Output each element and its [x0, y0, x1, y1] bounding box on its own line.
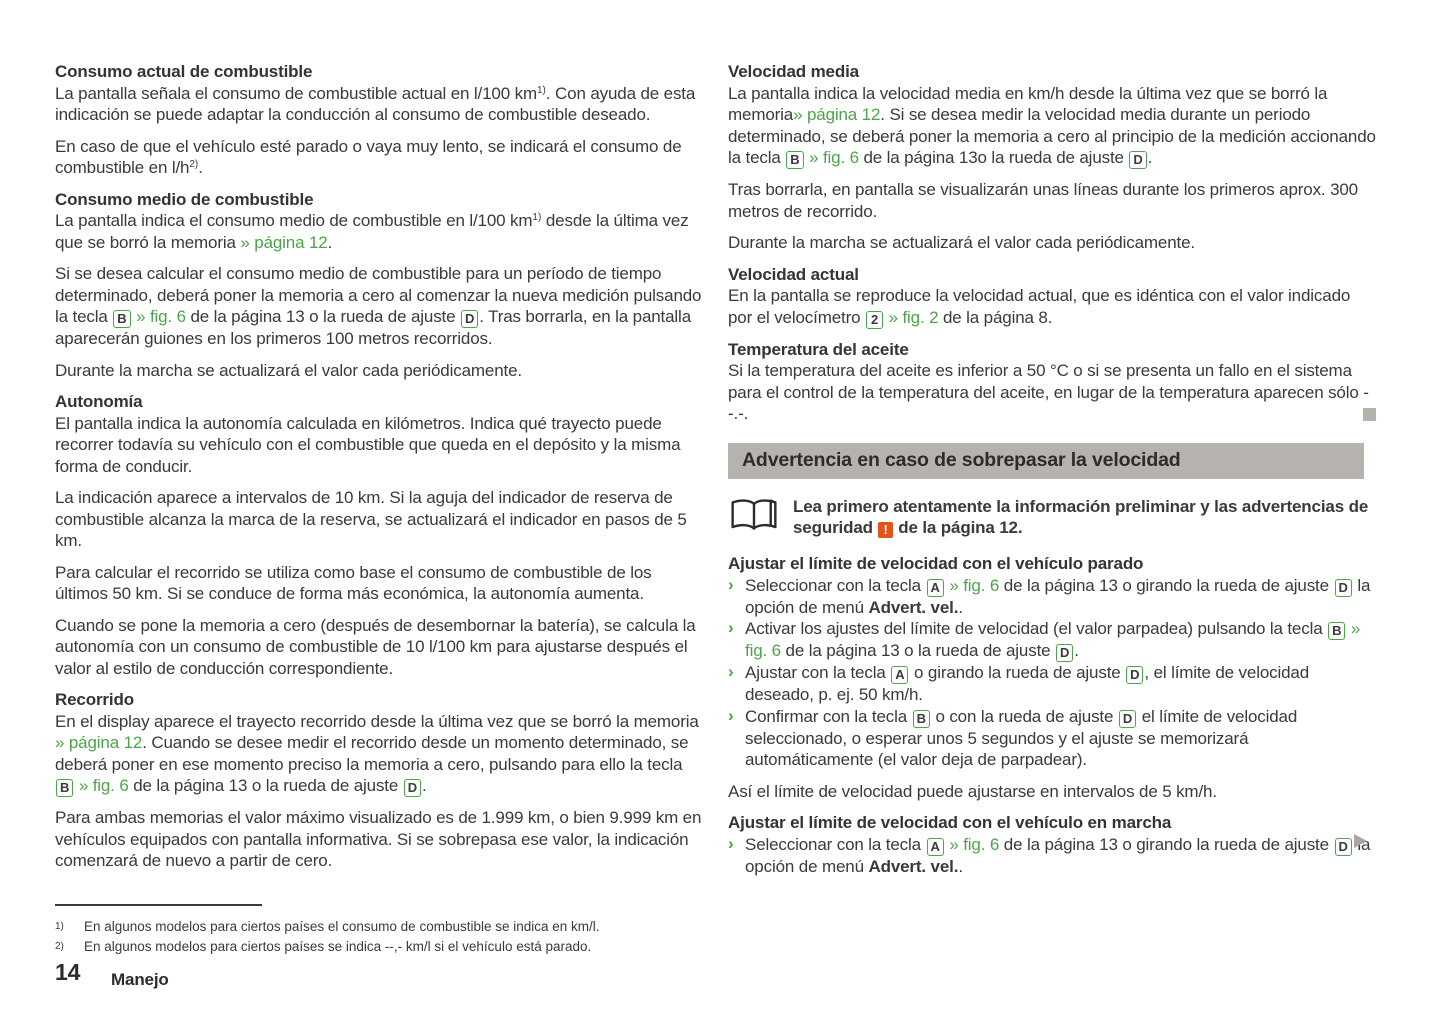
footnote-divider: [55, 904, 262, 906]
text-run: Seleccionar con la tecla: [745, 834, 926, 854]
text-run: de la página 12.: [893, 518, 1023, 537]
text-run: Activar los ajustes del límite de velocidad (el valor parpadea) pulsando la tecla: [745, 619, 1328, 638]
text-run: . Con ayuda de esta indicación se puede adaptar la conducción al consumo de combustible deseado.: [55, 83, 696, 124]
paragraph: [55, 711, 703, 798]
key-badge-2: 2: [866, 311, 883, 329]
note-text: [793, 495, 1376, 539]
paragraph: [55, 263, 703, 350]
key-badge-B: B: [786, 151, 803, 169]
text-run: En la pantalla se reproduce la velocidad actual, que es idéntica con el valor indicado por el velocímetro: [728, 286, 1351, 327]
key-badge-A: A: [891, 666, 908, 684]
text-run: el límite de velocidad seleccionado, o esperar unos 5 segundos y el ajuste se memorizará automáticamente (el valor deja de parpadear).: [745, 706, 1298, 769]
read-first-note: [728, 495, 1376, 540]
page-reference-link[interactable]: » página 12: [240, 232, 328, 252]
text-run: Confirmar con la tecla: [745, 706, 912, 726]
paragraph: [728, 83, 1376, 170]
bullet-icon: ›: [728, 662, 734, 681]
bullet-icon: ›: [728, 705, 734, 725]
key-badge-D: D: [1119, 710, 1136, 728]
section-heading: Temperatura del aceite: [728, 339, 909, 359]
text-run: En el display aparece el trayecto recorrido desde la última vez que se borró la memoria: [55, 711, 699, 731]
text-run: . Tras borrarla, en la pantalla aparecerán guiones en los primeros 100 metros recorridos.: [55, 307, 691, 348]
safety-warning-icon: !: [878, 522, 892, 538]
page-number: 14: [55, 959, 81, 985]
text-run: .: [198, 158, 203, 177]
section-heading: Ajustar el límite de velocidad con el vehículo parado: [728, 554, 1144, 573]
footnote: [55, 917, 703, 937]
text-run: de la página 13 o girando la rueda de ajuste: [999, 575, 1334, 595]
footnote: [55, 937, 703, 957]
figure-reference-link[interactable]: » fig. 6: [949, 575, 1000, 595]
key-badge-D: D: [1129, 151, 1146, 169]
text-run: .: [327, 232, 333, 252]
instruction-list: [728, 834, 1376, 878]
footnote-marker: 2): [55, 940, 64, 952]
text-run: de la página 13 o la rueda de ajuste: [128, 776, 403, 795]
text-run: Lea primero atentamente la información preliminar y las advertencias de seguridad: [793, 496, 1369, 537]
section-heading: Autonomía: [55, 392, 143, 411]
paragraph: [728, 781, 1376, 803]
paragraph: [55, 210, 703, 253]
key-badge-D: D: [461, 310, 478, 328]
figure-reference-link[interactable]: » fig. 6: [949, 834, 1000, 854]
text-run: En caso de que el vehículo esté parado o vaya muy lento, se indicará el consumo de combustible en l/h: [55, 136, 682, 177]
text-run: Si la temperatura del aceite es inferior a 50 °C o si se presenta un fallo en el sistema para el control de la temperatura del aceite, en lugar de la temperatura aparecen sólo - -.-.: [728, 361, 1369, 423]
text-run: Tras borrarla, en pantalla se visualizarán unas líneas durante los primeros aprox. 300 metros de recorrido.: [728, 180, 1358, 221]
text-run: desde la última vez que se borró la memoria: [55, 211, 689, 252]
section-heading: Consumo actual de combustible: [55, 62, 313, 81]
menu-option-label: Advert. vel.: [868, 856, 959, 876]
paragraph: [728, 179, 1376, 222]
warning-section-banner: Advertencia en caso de sobrepasar la velocidad: [728, 443, 1364, 479]
figure-reference-link[interactable]: » fig. 2: [888, 307, 939, 327]
text-run: Durante la marcha se actualizará el valor cada periódicamente.: [728, 233, 1195, 252]
text-run: Para ambas memorias el valor máximo visualizado es de 1.999 km, o bien 9.999 km en vehículos equipados con pantalla informativa. Si se sobrepasa ese valor, la indicación comenzará de nuevo a partir de cero.: [55, 808, 702, 870]
left-column: [55, 61, 703, 957]
bullet-icon: ›: [728, 618, 734, 637]
instruction-step: [728, 575, 1376, 619]
key-badge-A: A: [927, 838, 944, 856]
instruction-step: [728, 618, 1376, 662]
key-badge-A: A: [927, 579, 944, 597]
text-run: de la página 13o la rueda de ajuste: [858, 148, 1129, 167]
text-run: de la página 13 o la rueda de ajuste: [780, 641, 1056, 660]
instruction-step: [728, 662, 1376, 706]
text-run: Ajustar con la tecla: [745, 663, 891, 682]
key-badge-B: B: [113, 310, 130, 328]
paragraph: [55, 83, 703, 126]
footnote-text: En algunos modelos para ciertos países se indica --,- km/l si el vehículo está parado.: [84, 938, 592, 954]
text-run: .: [958, 597, 963, 617]
paragraph: [728, 285, 1376, 329]
key-badge-D: D: [1056, 644, 1073, 662]
text-run: o girando la rueda de ajuste: [909, 663, 1126, 682]
text-run: La pantalla indica la velocidad media en km/h desde la última vez que se borró la memoria: [728, 83, 1328, 124]
bullet-icon: ›: [728, 833, 734, 853]
footnote-marker: 1): [536, 84, 546, 96]
figure-reference-link[interactable]: » fig. 6: [745, 619, 1361, 660]
key-badge-D: D: [1335, 838, 1352, 856]
paragraph: [55, 487, 703, 552]
instruction-step: [728, 834, 1376, 878]
text-run: o con la rueda de ajuste: [930, 706, 1118, 726]
key-badge-D: D: [1335, 579, 1352, 597]
text-run: . Si se desea medir la velocidad media durante un periodo determinado, se deberá poner la memoria a cero al principio de la medición accionando la tecla: [728, 105, 1376, 167]
page-reference-link[interactable]: » página 12: [55, 733, 143, 752]
footnote-marker: 1): [55, 920, 64, 932]
instruction-step: [728, 706, 1376, 771]
figure-reference-link[interactable]: » fig. 6: [78, 776, 129, 795]
text-run: La pantalla indica el consumo medio de combustible en l/100 km: [55, 211, 533, 230]
text-run: .: [422, 776, 427, 795]
footnote-marker: 1): [532, 212, 542, 223]
paragraph: [728, 232, 1376, 254]
text-run: la opción de menú: [745, 834, 1371, 876]
instruction-list: [728, 575, 1376, 771]
text-run: .: [1147, 148, 1153, 167]
page-reference-link[interactable]: » página 12: [793, 105, 881, 124]
text-run: . Cuando se desee medir el recorrido desde un momento determinado, se deberá poner en ese momento preciso la memoria a cero, pulsando para ello la tecla: [55, 733, 689, 774]
footnote-marker: 2): [189, 159, 199, 170]
footnote-text: En algunos modelos para ciertos países el consumo de combustible se indica en km/l.: [84, 918, 600, 934]
paragraph: [55, 136, 703, 179]
section-heading: Ajustar el límite de velocidad con el vehículo en marcha: [728, 813, 1172, 832]
figure-reference-link[interactable]: » fig. 6: [809, 148, 859, 167]
text-run: la opción de menú: [745, 575, 1371, 617]
right-column: [728, 61, 1376, 887]
text-run: Así el límite de velocidad puede ajustarse en intervalos de 5 km/h.: [728, 781, 1217, 801]
key-badge-D: D: [1126, 666, 1143, 684]
chapter-label: Manejo: [111, 970, 169, 989]
text-run: La pantalla señala el consumo de combustible actual en l/100 km: [55, 83, 537, 103]
paragraph: [55, 807, 703, 872]
section-heading: Consumo medio de combustible: [55, 189, 314, 209]
text-run: .: [958, 856, 963, 876]
text-run: de la página 13 o la rueda de ajuste: [185, 307, 460, 326]
text-run: La indicación aparece a intervalos de 10 km. Si la aguja del indicador de reserva de combustible alcanza la marca de la reserva, se actualizará el indicador en pasos de 5 km.: [55, 488, 687, 550]
end-of-section-marker: [1363, 408, 1376, 421]
text-run: de la página 8.: [938, 307, 1053, 327]
paragraph: [55, 562, 703, 605]
key-badge-B: B: [913, 710, 930, 728]
paragraph: [55, 615, 703, 680]
paragraph: [55, 413, 703, 478]
text-run: Si se desea calcular el consumo medio de combustible para un período de tiempo determinado, deberá poner la memoria a cero al comenzar la nueva medición pulsando la tecla: [55, 264, 702, 326]
text-run: Para calcular el recorrido se utiliza como base el consumo de combustible de los últimos 50 km. Si se conduce de forma más económica, la autonomía aumenta.: [55, 562, 652, 603]
text-run: Seleccionar con la tecla: [745, 575, 926, 595]
open-book-icon: [728, 496, 780, 540]
key-badge-B: B: [56, 779, 73, 797]
section-heading: Recorrido: [55, 690, 134, 709]
bullet-icon: ›: [728, 574, 734, 594]
text-run: de la página 13 o girando la rueda de ajuste: [999, 834, 1334, 854]
menu-option-label: Advert. vel.: [868, 597, 959, 617]
text-run: Cuando se pone la memoria a cero (después de desembornar la batería), se calcula la autonomía con un consumo de combustible de 10 l/100 km para ajustarse después el valor al estilo de conducción correspondiente.: [55, 615, 696, 678]
continuation-arrow-icon: [1354, 834, 1367, 848]
text-run: Durante la marcha se actualizará el valor cada periódicamente.: [55, 360, 522, 380]
figure-reference-link[interactable]: » fig. 6: [136, 307, 186, 326]
section-heading: Velocidad media: [728, 62, 859, 81]
text-run: .: [1074, 641, 1079, 660]
text-run: El pantalla indica la autonomía calculada en kilómetros. Indica qué trayecto puede recorrer todavía su vehículo con el combustible que queda en el depósito y la misma forma de conducir.: [55, 413, 681, 476]
section-heading: Velocidad actual: [728, 264, 859, 284]
paragraph: [728, 360, 1376, 425]
key-badge-B: B: [1328, 622, 1345, 640]
paragraph: [55, 360, 703, 382]
text-run: , el límite de velocidad deseado, p. ej. 50 km/h.: [745, 663, 1310, 704]
key-badge-D: D: [404, 779, 421, 797]
